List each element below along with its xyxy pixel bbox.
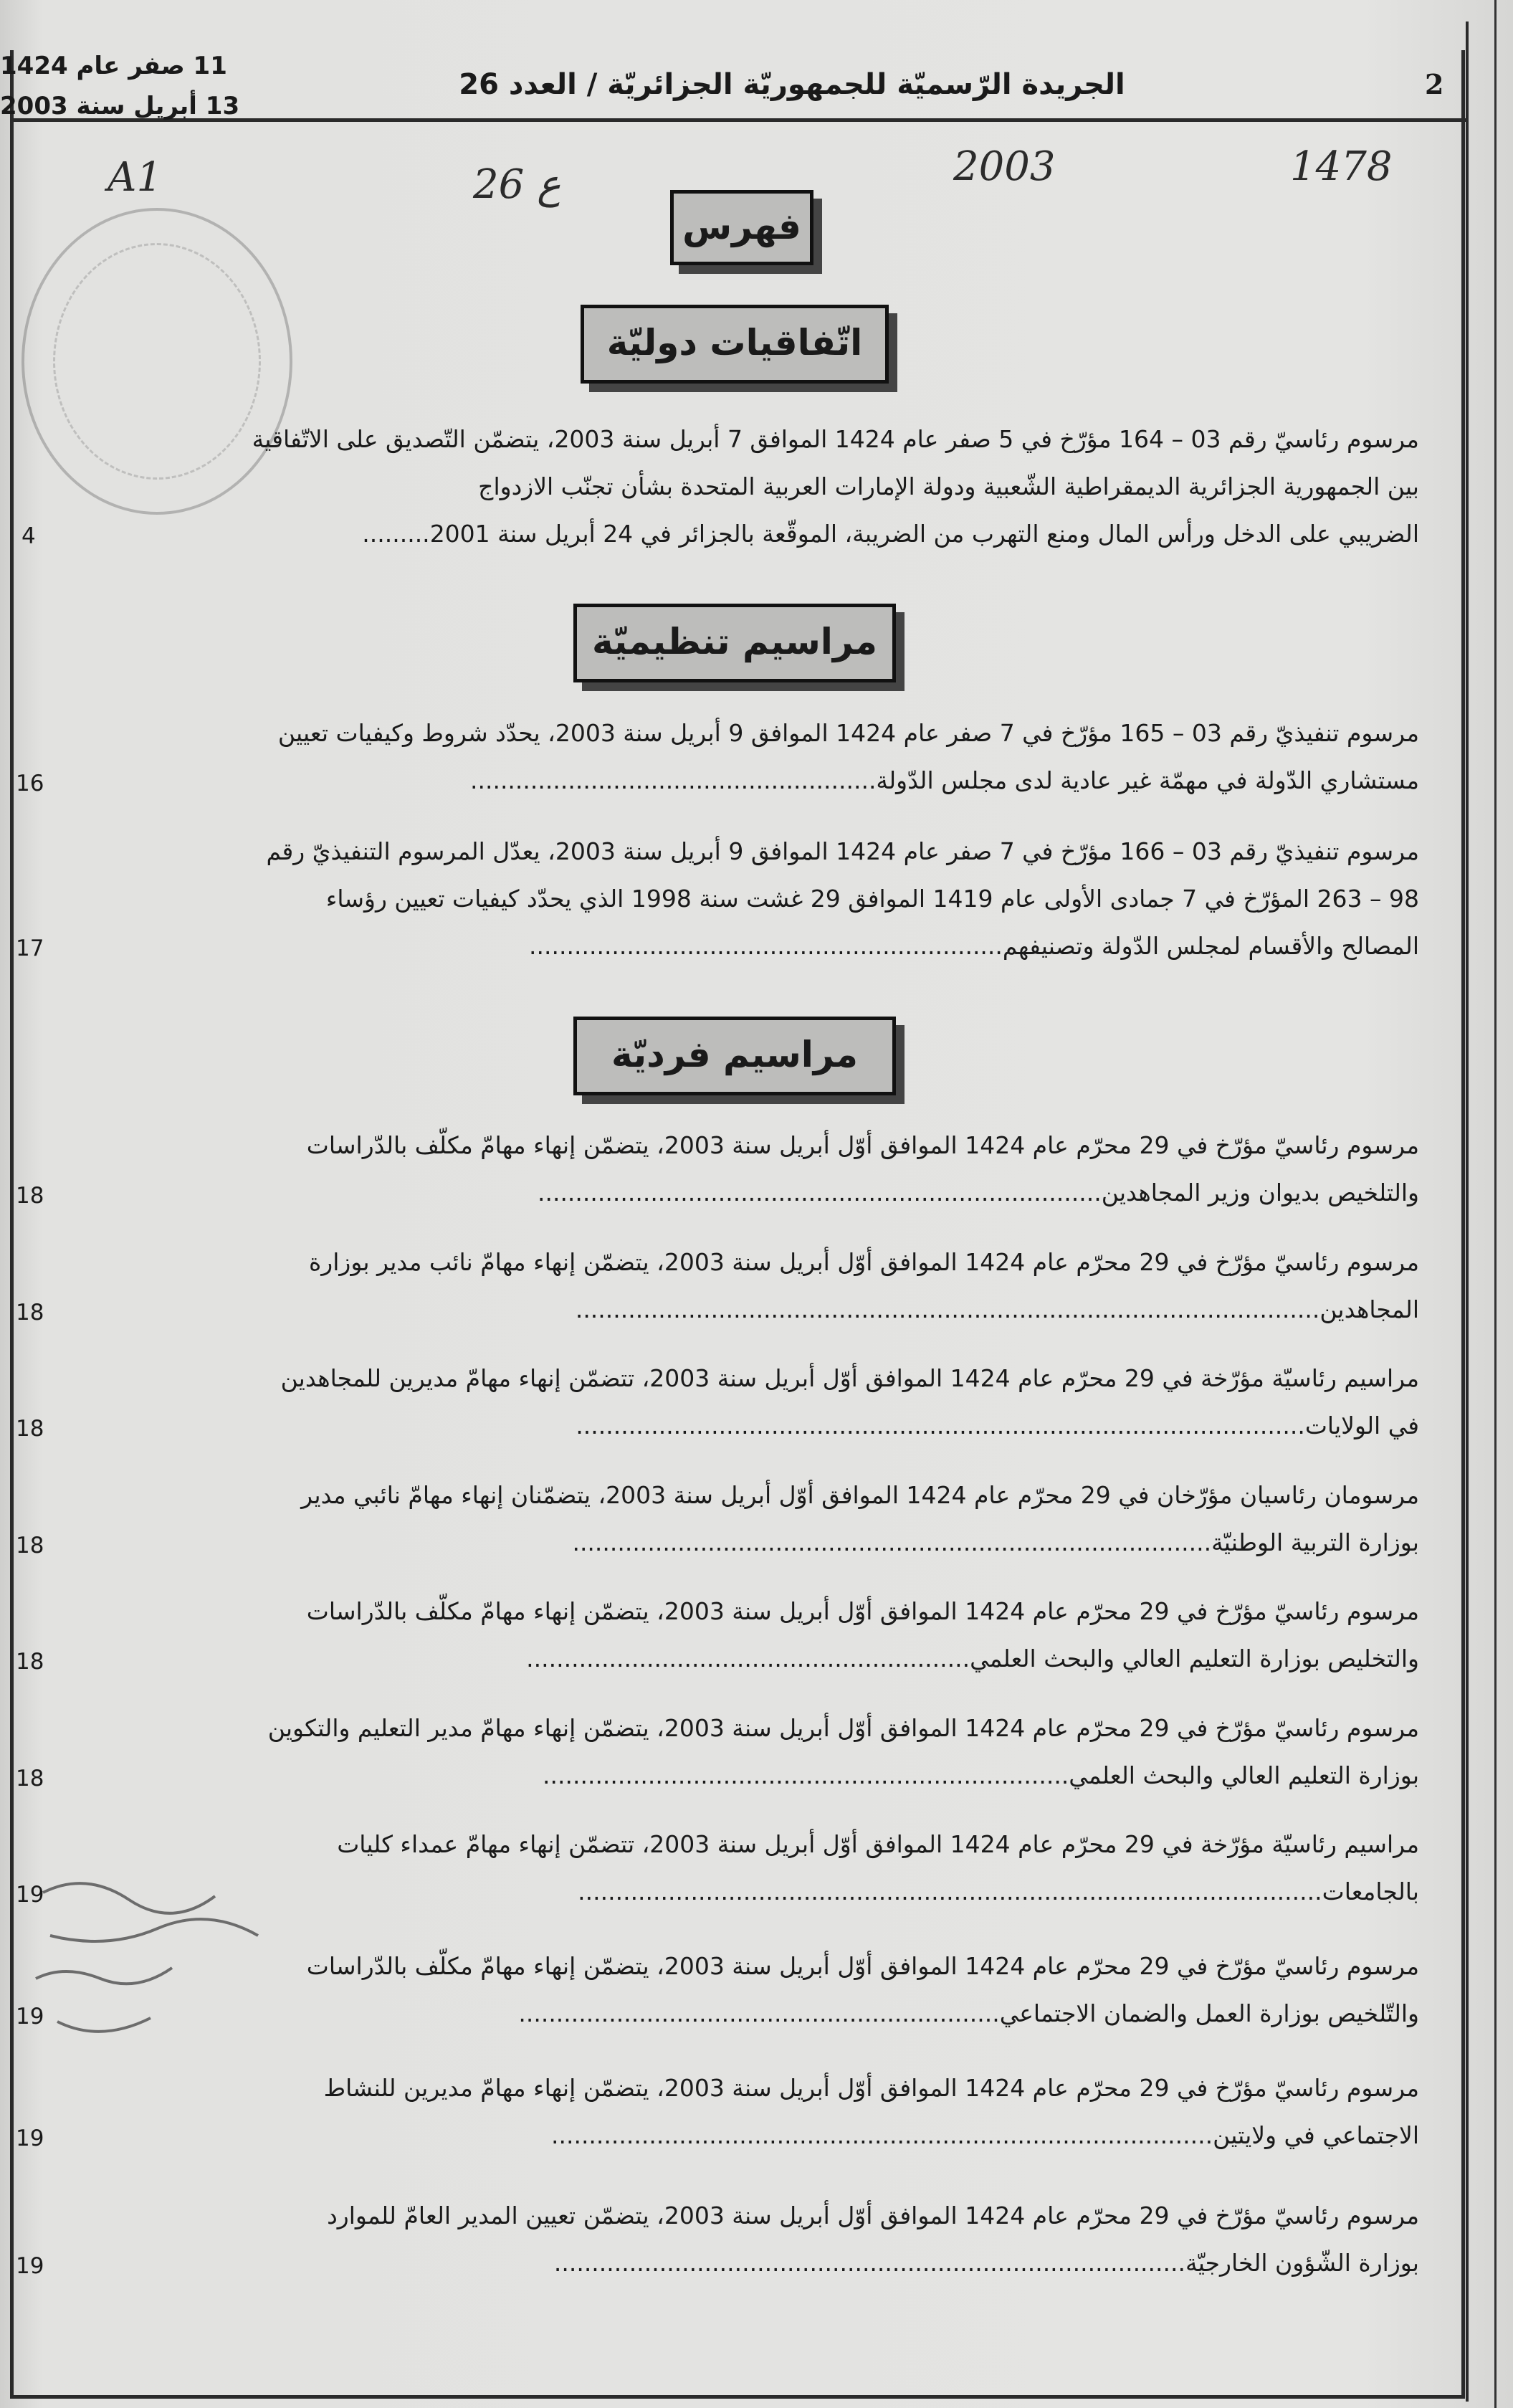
entry-line: بوزارة التعليم العالي والبحث العلمي...................................................................... <box>543 1761 1419 1789</box>
section-heading-box <box>573 1017 896 1095</box>
entry-page-number: 16 <box>16 771 44 796</box>
entry-line: مرسوم رئاسيّ مؤرّخ في 29 محرّم عام 1424 الموافق أوّل أبريل سنة 2003، يتضمّن تعيين المدير العامّ للموارد <box>327 2202 1419 2229</box>
entry-page-number: 18 <box>16 1300 44 1326</box>
index-title-box <box>670 190 813 265</box>
handwritten-code: 1478 <box>1290 143 1393 190</box>
handwritten-year: 2003 <box>953 143 1056 190</box>
index-title: فهرس <box>682 206 801 247</box>
entry-line: بالجامعات................................................................................................... <box>578 1878 1419 1905</box>
entry-line: بين الجمهورية الجزائرية الديمقراطية الشّعبية ودولة الإمارات العربية المتحدة بشأن تجنّب الازدواج <box>478 472 1419 500</box>
index-entry <box>57 1355 1419 1450</box>
entry-line: مستشاري الدّولة في مهمّة غير عادية لدى مجلس الدّولة...................................................... <box>469 766 1419 794</box>
journal-title: الجريدة الرّسميّة للجمهوريّة الجزائريّة / العدد 26 <box>459 68 1125 101</box>
entry-line: مراسيم رئاسيّة مؤرّخة في 29 محرّم عام 1424 الموافق أوّل أبريل سنة 2003، تتضمّن إنهاء مهامّ مديرين للمجاهدين <box>280 1364 1419 1392</box>
section-heading: اتّفاقيات دوليّة <box>606 322 863 363</box>
entry-line: مرسوم رئاسيّ مؤرّخ في 29 محرّم عام 1424 الموافق أوّل أبريل سنة 2003، يتضمّن إنهاء مهامّ مكلّف بالدّراسات <box>306 1597 1419 1625</box>
section-heading-box <box>573 604 896 682</box>
header-date-hijri: 11 صفر عام 1424 <box>0 52 227 80</box>
entry-page-number: 18 <box>16 1183 44 1209</box>
entry-line: والتخليص بوزارة التعليم العالي والبحث العلمي........................................................... <box>526 1645 1419 1672</box>
entry-page-number: 18 <box>16 1766 44 1791</box>
page-number: 2 <box>1425 68 1444 100</box>
binding-edge <box>1494 0 1497 2408</box>
entry-page-number: 19 <box>16 2004 44 2029</box>
entry-line: بوزارة التربية الوطنيّة..................................................................................... <box>572 1528 1419 1556</box>
entry-page-number: 18 <box>16 1533 44 1558</box>
entry-line: الاجتماعي في ولايتين........................................................................................ <box>550 2121 1419 2149</box>
index-entry <box>57 1472 1419 1566</box>
entry-line: والتّلخيص بوزارة العمل والضمان الاجتماعي................................................................ <box>518 1999 1419 2027</box>
section-heading: مراسيم فرديّة <box>611 1034 858 1075</box>
entry-page-number: 19 <box>16 2253 44 2279</box>
index-entry <box>57 1705 1419 1799</box>
entry-line: مرسوم تنفيذيّ رقم 03 – 166 مؤرّخ في 7 صفر عام 1424 الموافق 9 أبريل سنة 2003، يعدّل المرسوم التنفيذيّ رقم <box>266 837 1419 865</box>
header-date-gregorian: 13 أبريل سنة 2003 <box>0 92 240 120</box>
entry-line: مرسومان رئاسيان مؤرّخان في 29 محرّم عام 1424 الموافق أوّل أبريل سنة 2003، يتضمّنان إنهاء مهامّ نائبي مدير <box>301 1481 1419 1509</box>
page-border-right <box>1466 22 1469 2402</box>
entry-line: مراسيم رئاسيّة مؤرّخة في 29 محرّم عام 1424 الموافق أوّل أبريل سنة 2003، تتضمّن إنهاء مهامّ عمداء كليات <box>337 1830 1419 1858</box>
entry-line: مرسوم رئاسيّ مؤرّخ في 29 محرّم عام 1424 الموافق أوّل أبريل سنة 2003، يتضمّن إنهاء مهامّ مكلّف بالدّراسات <box>306 1131 1419 1159</box>
entry-line: والتلخيص بديوان وزير المجاهدين........................................................................... <box>537 1179 1419 1207</box>
entry-line: مرسوم رئاسيّ مؤرّخ في 29 محرّم عام 1424 الموافق أوّل أبريل سنة 2003، يتضمّن إنهاء مهامّ نائب مدير بوزارة <box>308 1248 1419 1276</box>
entry-line: الضريبي على الدخل ورأس المال ومنع التهرب من الضريبة، الموقّعة بالجزائر في 24 أبريل سنة 2001......... <box>362 520 1419 548</box>
entry-line: 98 – 263 المؤرّخ في 7 جمادى الأولى عام 1419 الموافق 29 غشت سنة 1998 الذي يحدّد كيفيات تعيين رؤساء <box>325 885 1419 913</box>
entry-line: مرسوم رئاسيّ مؤرّخ في 29 محرّم عام 1424 الموافق أوّل أبريل سنة 2003، يتضمّن إنهاء مهامّ مدير التعليم والتكوين <box>267 1714 1419 1742</box>
entry-line: مرسوم تنفيذيّ رقم 03 – 165 مؤرّخ في 7 صفر عام 1424 الموافق 9 أبريل سنة 2003، يحدّد شروط وكيفيات تعيين <box>277 719 1419 747</box>
entry-page-number: 18 <box>16 1416 44 1442</box>
index-entry <box>57 710 1419 804</box>
index-entry <box>57 2192 1419 2287</box>
handwritten-issue: 26 ع <box>473 161 561 208</box>
entry-line: مرسوم رئاسيّ مؤرّخ في 29 محرّم عام 1424 الموافق أوّل أبريل سنة 2003، يتضمّن إنهاء مهامّ مديرين للنشاط <box>323 2074 1419 2102</box>
entry-page-number: 4 <box>22 523 36 549</box>
entry-line: مرسوم رئاسيّ رقم 03 – 164 مؤرّخ في 5 صفر عام 1424 الموافق 7 أبريل سنة 2003، يتضمّن التّصديق على الاتّفاقية <box>252 425 1419 453</box>
entry-line: بوزارة الشّؤون الخارجيّة.................................................................................... <box>553 2249 1419 2277</box>
section-heading-box <box>581 305 889 384</box>
entry-page-number: 17 <box>16 936 44 961</box>
entry-page-number: 18 <box>16 1649 44 1675</box>
index-entry <box>57 828 1419 970</box>
entry-line: المجاهدين................................................................................................... <box>575 1295 1419 1323</box>
index-entry <box>57 1122 1419 1217</box>
entry-line: في الولايات................................................................................................. <box>576 1412 1419 1439</box>
entry-page-number: 19 <box>16 2126 44 2151</box>
handwritten-mark-left: A1 <box>108 154 163 201</box>
entry-line: المصالح والأقسام لمجلس الدّولة وتصنيفهم............................................................... <box>529 932 1419 960</box>
handwritten-annotation <box>29 1864 272 2079</box>
index-entry <box>57 416 1419 558</box>
section-heading: مراسيم تنظيميّة <box>592 621 877 662</box>
entry-line: مرسوم رئاسيّ مؤرّخ في 29 محرّم عام 1424 الموافق أوّل أبريل سنة 2003، يتضمّن إنهاء مهامّ مكلّف بالدّراسات <box>306 1952 1419 1980</box>
entry-page-number: 19 <box>16 1882 44 1908</box>
index-entry <box>57 1239 1419 1333</box>
index-entry <box>57 1588 1419 1683</box>
